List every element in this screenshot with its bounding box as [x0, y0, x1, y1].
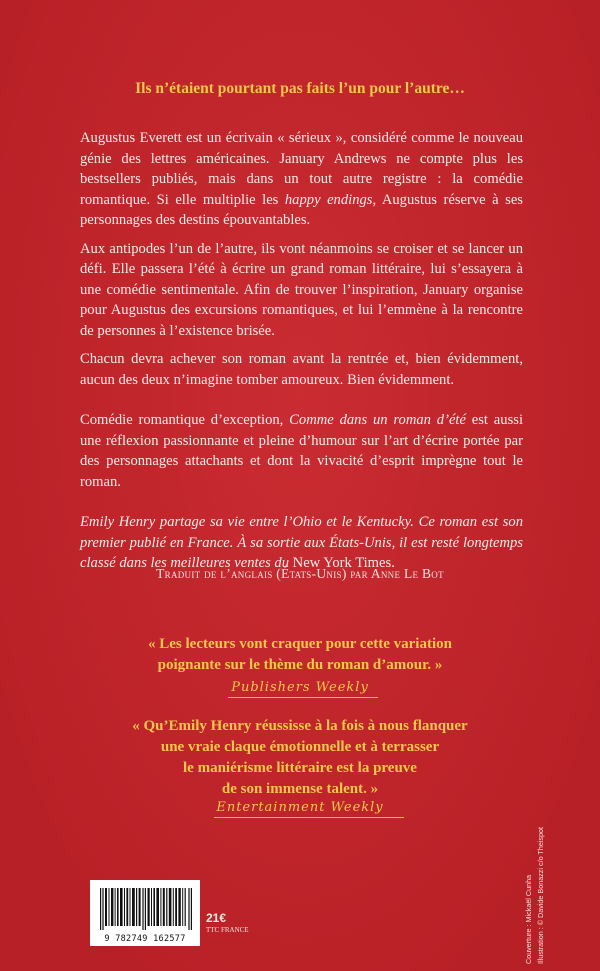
- isbn-number: 9 782749 162577: [104, 934, 186, 944]
- quote-source-2: Entertainment Weekly: [216, 800, 384, 815]
- translator-prefix: Traduit de l’anglais (États-Unis) par: [156, 566, 371, 581]
- tagline: Ils n’étaient pourtant pas faits l’un pour l’autre…: [135, 80, 465, 97]
- author-bio-text: Emily Henry partage sa vie entre l’Ohio et le Kentucky. Ce roman est son premier publié en France. À sa sortie aux États-Unis, il est resté longtemps classé dans les meilleures ventes du: [80, 514, 523, 571]
- newspaper-name: New York Times.: [289, 555, 395, 571]
- press-quote-1: [0, 634, 600, 676]
- author-bio: [80, 512, 523, 574]
- price-note: TTC FRANCE: [206, 926, 249, 934]
- blurb-text: , Augustus réserve à ses personnages des destins épouvantables.: [80, 191, 523, 228]
- illustration-credit: Illustration : © Davide Bonazzi c/o Theispot: [536, 826, 545, 964]
- quote-line: « Les lecteurs vont craquer pour cette variation: [148, 636, 452, 652]
- quote-line: poignante sur le thème du roman d’amour. »: [157, 657, 443, 673]
- quote-source-1: Publishers Weekly: [231, 680, 369, 695]
- blurb-paragraph-1: [80, 128, 523, 231]
- barcode-bars: [100, 888, 192, 930]
- translator-credit: [0, 566, 600, 582]
- blurb-paragraph-4: [80, 410, 523, 492]
- quote-line: de son immense talent. »: [221, 781, 379, 797]
- barcode: [90, 880, 200, 946]
- blurb-paragraph-3: Chacun devra achever son roman avant la rentrée et, bien évidemment, aucun des deux n’imagine tomber amoureux. Bien évidemment.: [80, 351, 523, 388]
- book-title-mention: Comme dans un roman d’été: [289, 412, 466, 428]
- quote-line: le maniérisme littéraire est la preuve: [183, 760, 417, 776]
- blurb-paragraph-2: Aux antipodes l’un de l’autre, ils vont néanmoins se croiser et se lancer un défi. Elle passera l’été à écrire un grand roman littéraire, lui s’essayera à une comédie sentimentale. Afin de trouver l’inspiration, January organise pour Augustus des excursions romantiques, et lui l’emmène à la rencontre de personnes à l’existence brisée.: [80, 240, 523, 339]
- blurb-text: Comédie romantique d’exception,: [80, 412, 290, 428]
- blurb-text: est aussi une réflexion passionnante et pleine d’humour sur l’art d’écrire portée par des personnages attachants et dont la vivacité d’esprit imprègne tout le roman.: [80, 412, 523, 490]
- press-quote-2: [0, 716, 600, 800]
- source-underline: [214, 817, 404, 818]
- blurb-emphasis: happy endings: [284, 191, 373, 208]
- quote-line: « Qu’Emily Henry réussisse à la fois à nous flanquer: [132, 718, 468, 734]
- translator-name: Anne Le Bot: [370, 566, 444, 581]
- quote-line: une vraie claque émotionnelle et à terrasser: [160, 739, 440, 755]
- blurb: [80, 128, 523, 574]
- source-underline: [228, 697, 378, 698]
- cover-credit: Couverture : Mickaël Cunha: [524, 874, 533, 964]
- price: 21€: [206, 911, 227, 925]
- blurb-text: Augustus Everett est un écrivain « sérieux », considéré comme le nouveau génie des lettres américaines. January Andrews ne compte plus les bestsellers publiés, mais dans un tout autre registre : la comédie romantique. Si elle multiplie les: [80, 130, 523, 208]
